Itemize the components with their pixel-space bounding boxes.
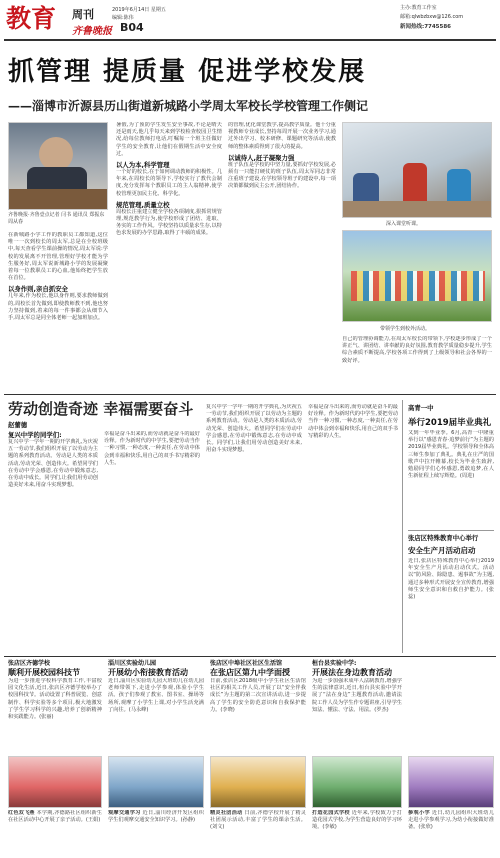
strip-caption-5-title: 参观小学 [408, 810, 430, 816]
lead-col2-heading-2: 规范管理,质量立校 [116, 200, 170, 209]
graduation-school: 高青一中 [408, 404, 434, 412]
strip-caption-3 [210, 810, 306, 854]
strip-caption-2-title: 观摩交通学习 [108, 810, 141, 816]
principal-photo [8, 122, 108, 210]
essay-body-2: 幸福是奋斗出来的,而劳动就是奋斗的最好诠释。作为新时代的中学生,要把劳动当作一种习惯,一种态度,一种责任,在劳动中体会到幸福和快乐,用自己的双手书写精彩的人生。 [104, 431, 200, 466]
mid-vertical-rule [402, 400, 403, 653]
lead-col2-text: 暑假,为了预防学生发生安全事故,不论是晴天还是雨天,他几乎每天来到学校检查校园卫生情况,给每位教师打电话,叮嘱每一个班主任做好学生的安全教育,让他们在假期生活中安全度过。 [116, 122, 222, 157]
lead-col3-text-b: 班子队伍是学校的中坚力量,要抓好学校发展,必须有一只能打硬仗的班子队伍,周太军同志非常注重班子建设,在学校领导班子的建设中,每一项决策都做到民主公开,团结协作。 [228, 161, 336, 190]
masthead-rule [4, 39, 496, 41]
lead-col1-heading: 以身作则,亲自抓安全 [8, 285, 68, 294]
lead-col4-text: 自己的管理协调能力,在周太军校长的带领下,学校逐步形成了一个讲正气、讲团结、讲奉献的良好氛围,教育教学质量稳步提升,学生综合素质不断提高,学校各项工作得到了上级领导和社会各界的一致好评。 [342, 336, 492, 364]
masthead [0, 0, 500, 38]
strip-caption-1 [8, 810, 102, 854]
outdoor-photo [342, 230, 492, 322]
paper-logo: 齐鲁晚报 [72, 26, 112, 37]
lead-bottom-rule [4, 394, 496, 395]
essay-body-3: 复兴中学一学年一期的开学典礼,为庆祝五一劳动节,我们组织开展了以劳动为主题的系列教育活动。劳动是人类的本质活动,劳动光荣、创造伟大。希望同学们在劳动中学会感恩,在劳动中锻炼意志,在劳动中成长。同学们,让我们用劳动创造美好未来,用奋斗实现梦想。 [206, 404, 302, 454]
classroom-photo [342, 122, 492, 218]
graduation-body: 又到一年毕业季。6月,高青一中隆重举行以“感恩青春·追梦前行”为主题的2019届毕业典礼。学校领导和全体高三师生参加了典礼。典礼在庄严的国歌声中拉开帷幕,校长为毕业生致辞,勉励同学们心怀感恩,勇敢追梦,在人生新征程上续写辉煌。(周进) [408, 430, 494, 480]
lead-title: 抓管理 提质量 促进学校发展 [8, 57, 367, 87]
strip-photo-3 [210, 756, 306, 808]
brief-4 [312, 660, 402, 756]
brief-1-school: 张店区齐德学校 [8, 660, 51, 667]
brief-1 [8, 660, 102, 756]
weekly-label: 周刊 [72, 8, 94, 21]
lead-col2-heading-1: 以人为本,科学管理 [116, 161, 170, 170]
lead-col1-text-b: 几年来,作为校长,他以身作则,要求教师做到的,周校长首先做到,即使教师教不到,他也努力坚持做到,着来的每一件事都会从细节入手,周太军总是同全体老师一起加班加点。 [8, 293, 108, 322]
lead-col3-text: 的管理,优化课堂教学,提高教学质量。他十分重视教师专业成长,坚持每周开展一次业务学习,通过外出学习、校本研修、课题研究等活动,使教师的整体素质得到了很大的提高。 [228, 122, 336, 150]
essay-intro: 复兴中学的同学们: [8, 431, 62, 439]
strip-caption-5 [408, 810, 494, 854]
lead-col2-text-c: 周校长注重建立健全学校各项制度,狠抓常规管理,规范教学行为,使学校形成了团结、进取、务实的工作作风。学校坚持以质量求生存,以特色求发展的办学思路,取得了丰硕的成果。 [116, 208, 222, 237]
row-top-rule [4, 656, 496, 657]
essay-col4 [308, 404, 398, 653]
brief-4-school: 桓台县实验中学: [312, 660, 357, 667]
essay-col1 [8, 431, 98, 653]
strip-photo-2 [108, 756, 204, 808]
brief-1-body: 为进一步推进学校科学教育工作,丰富校园文化生活,近日,张店区齐德学校举办了校园科技节。活动设置了科普展览、创意制作、科学实验等多个项目,极大地激发了学生学习科学的兴趣,培养了创新精神和实践能力。(张丽) [8, 678, 102, 721]
brief-4-body: 为进一步加强未成年人法制教育,增强学生的法律意识,近日,桓台县实验中学开展了“法在身边”主题教育活动,邀请法院工作人员为学生作专题讲座,引导学生知法、懂法、守法、用法。(罗杰) [312, 678, 402, 713]
essay-col3 [206, 404, 302, 653]
lead-col3 [228, 122, 336, 390]
contact-2: 邮箱:qlwbzbxw@126.com [400, 14, 464, 20]
strip-caption-1-title: 红色双飞燕 [8, 810, 35, 816]
strip-caption-1-body: 本学期,齐德路社区组织新生在社区活动中心开展了亲子活动。(王娟) [8, 810, 102, 824]
strip-caption-4-title: 打造花园式学校 [312, 810, 350, 816]
strip-caption-4 [312, 810, 402, 854]
lead-col2-text-b: 一个好的校长,在于如何调动教师的积极性。几年来,在周校长的领导下,学校实行了教代会制度,充分发挥每个教职员工的主人翁精神,使学校管理更加民主化、科学化。 [116, 169, 222, 197]
date-line: 2019年6月14日 星期五 [112, 7, 166, 13]
brief-3-title: 在张店区第九中学面授 [210, 668, 290, 677]
brief-2-title: 开展幼小衔接教育活动 [108, 668, 188, 677]
essay-byline: 赵蕾德 [8, 421, 28, 429]
classroom-photo-caption: 深入课堂听课。 [386, 221, 422, 227]
contact-3: 新闻热线:7745586 [400, 24, 451, 30]
page-number: B04 [120, 21, 144, 34]
brief-3-body: 日前,张店区2018级中小学生社区生活馆社区的相关工作人员,开展了以“安全伴我成长”为主题的第二次宣讲活动,进一步提高了学生的安全防范意识和自我保护能力。(李晓) [210, 678, 306, 713]
safety-title: 安全生产月活动启动 [408, 546, 476, 555]
strip-photo-5 [408, 756, 494, 808]
outdoor-photo-caption: 带领学生到校外活动。 [380, 326, 431, 332]
essay-body-4: 幸福是奋斗出来的,而劳动就是奋斗的最好诠释。作为新时代的中学生,要把劳动当作一种习惯,一种态度,一种责任,在劳动中体会到幸福和快乐,用自己的双手书写精彩的人生。 [308, 404, 398, 439]
essay-col2 [104, 431, 200, 653]
brief-2 [108, 660, 204, 756]
lead-photo-caption: 齐鲁晚报·齐鲁壹点记者 闫书 通讯员 郑振东 周从春 [8, 212, 105, 225]
strip-photo-1 [8, 756, 102, 808]
strip-caption-2 [108, 810, 204, 854]
section-title: 教育 [6, 4, 57, 33]
lead-subtitle: ——淄博市沂源县历山街道新城路小学周太军校长学校管理工作侧记 [8, 99, 369, 113]
brief-2-school: 淄川区实验幼儿园 [108, 660, 157, 667]
strip-caption-3-body: 日前,齐德学校开展了精灵社团展示活动,丰富了学生的课余生活。(刘文) [210, 810, 306, 831]
essay-body-1: 复兴中学一学年一期的开学典礼,为庆祝五一劳动节,我们组织开展了以劳动为主题的系列教育活动。劳动是人类的本质活动,劳动光荣、创造伟大。希望同学们在劳动中学会感恩,在劳动中锻炼意志,在劳动中成长。同学们,让我们用劳动创造美好未来,用奋斗实现梦想。 [8, 439, 98, 489]
safety-school: 张店区特殊教育中心举行 [408, 534, 479, 542]
lead-col4 [342, 336, 492, 390]
brief-2-body: 近日,淄川区实验幼儿园大班幼儿在幼儿园老师带领下,走进小学参观,体验小学生活。孩子们参观了教室、图书室、操场等场所,观摩了小学生上课,对小学生活充满了向往。(马永峰) [108, 678, 204, 713]
strip-caption-4-body: 近年来,学校致力于打造花园式学校,为学生营造良好的学习环境。(李敏) [312, 810, 402, 831]
graduation-title: 举行2019届毕业典礼 [408, 418, 492, 428]
essay-title: 劳动创造奇迹 幸福需要奋斗 [8, 400, 194, 418]
brief-1-title: 顺利开展校园科技节 [8, 668, 80, 677]
lead-col2 [116, 122, 222, 390]
contact-1: 主办:教育工作室 [400, 5, 437, 11]
strip-photo-4 [312, 756, 402, 808]
safety-body: 近日,张店区特殊教育中心举行2019年安全生产月活动启动仪式。活动以“防风险、除隐患、遏事故”为主题,通过多种形式开展安全宣传教育,增强师生安全意识和自救自护能力。(张蕊) [408, 558, 494, 601]
brief-3-school: 张店区中埠社区社区生活馆 [210, 660, 283, 667]
lead-col1 [8, 232, 108, 390]
lead-col3-heading: 以诚待人,赶子凝聚力强 [228, 153, 295, 162]
strip-caption-2-body: 近日,淄川经济开发区组织学生们观摩交通安全知识学习。(孙静) [108, 810, 204, 824]
strip-caption-5-body: 近日,幼儿园组织大班幼儿走进小学参观学习,为幼小衔接做好准备。(张欣) [408, 810, 494, 831]
brief-4-title: 开展法在身边教育活动 [312, 668, 392, 677]
brief-3 [210, 660, 306, 756]
lead-col1-text: 在新城路小学工作的教职员工都知道,这位唯一一次到校长的周太军,总是在全校班级中,每天查看学生课前操的情况,周太军说:学校的发展离不开管理,管理好学校才能为学生服务好,周太军说新城路小学的发展凝聚着每一位教职员工的心血,他始终把学生放在首位。 [8, 232, 108, 282]
strip-caption-3-title: 精灵社团活动 [210, 810, 243, 816]
right-col-rule [408, 530, 494, 531]
editor-line: 编辑:陈伟 [112, 15, 134, 21]
